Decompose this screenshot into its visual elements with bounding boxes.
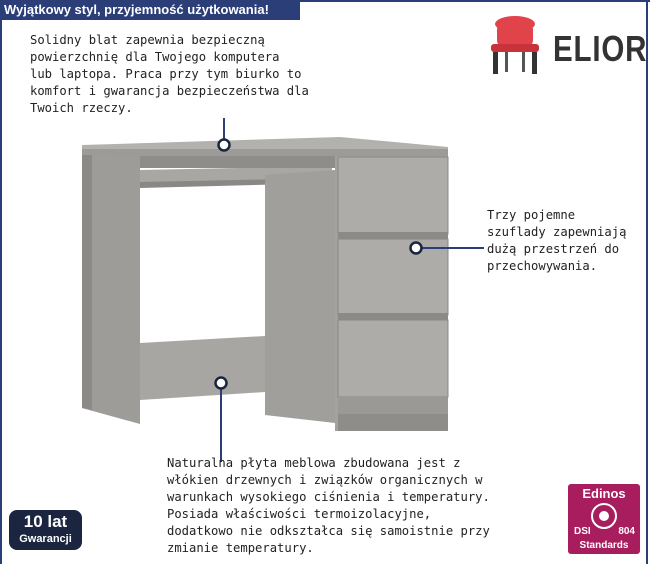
edinos-standards: Standards: [579, 540, 629, 551]
note-desktop: Solidny blat zapewnia bezpieczną powierzchnię dla Twojego komputera lub laptopa. Praca przy tym biurko to komfort i gwarancja bezpieczeństwa dla Twoich rzeczy.: [30, 33, 309, 115]
quality-seal-icon: [589, 501, 619, 531]
edinos-dsi: DSI: [574, 526, 591, 537]
warranty-badge: [9, 510, 82, 550]
edinos-badge: [568, 484, 640, 554]
note-drawers: Trzy pojemne szuflady zapewniają dużą przestrzeń do przechowywania.: [487, 208, 627, 273]
header-title: Wyjątkowy styl, przyjemność użytkowania!: [0, 0, 300, 20]
note-material: Naturalna płyta meblowa zbudowana jest z włókien drzewnych i związków organicznych w warunkach wysokiego ciśnienia i temperatury. Posiada właściwości termoizolacyjne, dodatkowo nie odkształca się samoistnie przy zmianie temperatury.: [167, 456, 490, 555]
edinos-title: Edinos: [582, 486, 626, 501]
warranty-years: 10 lat: [23, 512, 68, 531]
edinos-number: 804: [618, 526, 635, 537]
brand-logo-text: ELIOR: [553, 28, 648, 69]
warranty-label: Gwarancji: [19, 533, 72, 545]
